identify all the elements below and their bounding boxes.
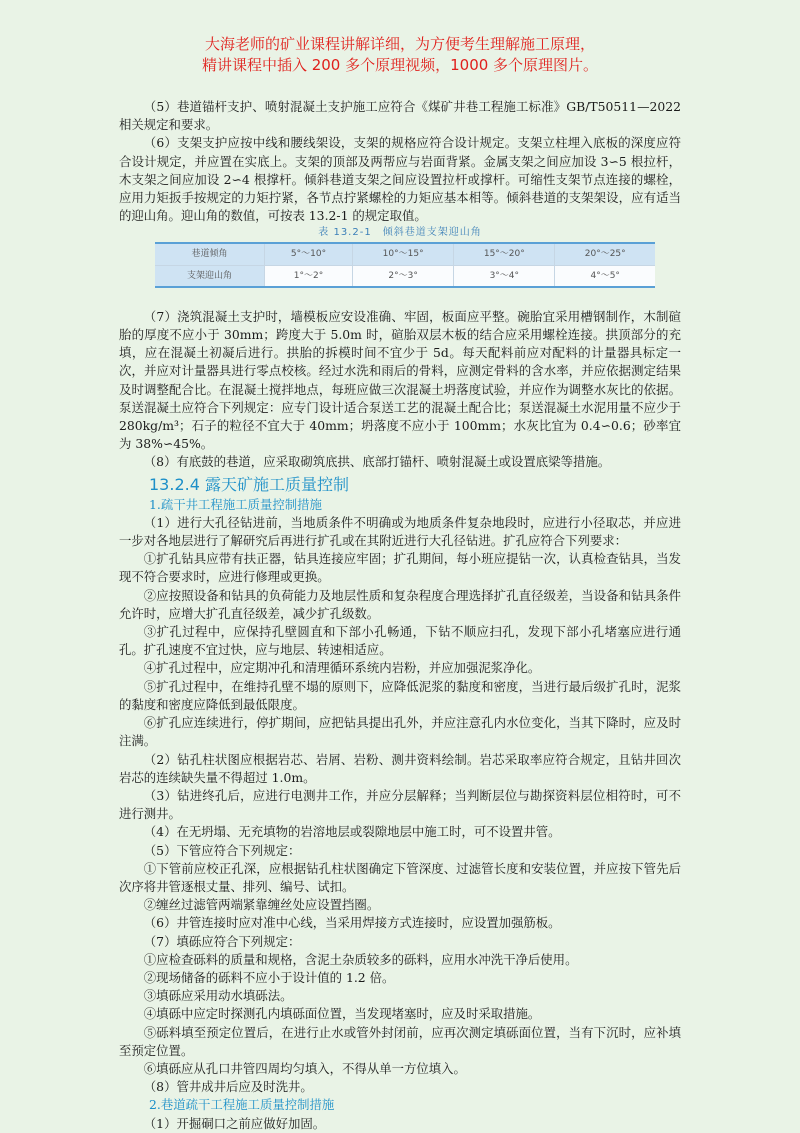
list-item: （5）下管应符合下列规定： [143,842,301,858]
table-cell: 支架迎山角 [155,265,265,287]
list-item: ②现场储备的砾料不应小于设计值的 1.2 倍。 [143,969,395,985]
paragraph: （6）支架支护应按中线和腰线架设，支架的规格应符合设计规定。支架立柱埋入底板的深度应符合设计规定，并应置在实底上。支架的顶部及两帮应与岩面背紧。金属支架之间应加设 3∽5 根拉杆，木支架之间应加设 2∽4 根撑杆。倾斜巷道支架之间应设置拉杆或撑杆。可缩性支架节点连接的螺栓，应用力矩扳手按规定的力矩拧紧，各节点拧紧螺栓的力矩应基本相等。倾斜巷道的支架架设，应有适当的迎山角。迎山角的数值，可按表 13.2-1 的规定取值。 [119,135,681,224]
table-cell: 2°～3° [353,265,454,287]
table-cell: 1°～2° [265,265,353,287]
table-cell: 10°～15° [353,243,454,265]
promo-line-2: 精讲课程中插入 200 多个原理视频，1000 多个原理图片。 [201,56,599,74]
table-cell: 3°～4° [454,265,555,287]
table-row [155,243,655,265]
table-cell: 4°～5° [555,265,655,287]
table-cell: 20°～25° [555,243,655,265]
list-item: ①扩孔钻具应带有扶正器，钻具连接应牢固；扩孔期间，每小班应提钻一次，认真检查钻具，当发现不符合要求时，应进行修理或更换。 [119,551,681,585]
list-item: ③填砾应采用动水填砾法。 [143,988,293,1004]
table-title: 表 13.2-1 倾斜巷道支架迎山角 [318,227,482,239]
list-item: （2）钻孔柱状图应根据岩芯、岩屑、岩粉、测井资料绘制。岩芯采取率应符合规定，且钻井回次岩芯的连续缺失量不得超过 1.0m。 [119,751,681,785]
table-cell: 巷道倾角 [155,243,265,265]
list-item: ④填砾中应定时探测孔内填砾面位置，当发现堵塞时，应及时采取措施。 [143,1006,541,1022]
promo-banner [0,34,800,76]
list-item: ①下管前应校正孔深，应根据钻孔柱状图确定下管深度、过滤管长度和安装位置，并应按下管先后次序将井管逐根丈量、排列、编号、试扣。 [119,860,681,894]
list-item: ②应按照设备和钻具的负荷能力及地层性质和复杂程度合理选择扩孔直径级差，当设备和钻具条件允许时，应增大扩孔直径级差，减少扩孔级数。 [119,587,681,621]
list-item: ②缠丝过滤管两端紧靠缠丝处应设置挡圈。 [143,897,380,913]
table-cell: 15°～20° [454,243,555,265]
paragraph: （5）巷道锚杆支护、喷射混凝土支护施工应符合《煤矿井巷工程施工标准》GB/T50511—2022 相关规定和要求。 [119,99,681,133]
document-body [119,98,681,1133]
list-item: ⑤扩孔过程中，在维持孔壁不塌的原则下，应降低泥浆的黏度和密度，当进行最后级扩孔时，泥浆的黏度和密度应降低到最低限度。 [119,678,681,712]
list-item: （8）管井成井后应及时洗井。 [143,1079,313,1095]
subsection-heading: 1.疏干井工程施工质量控制措施 [149,496,322,512]
section-heading: 13.2.4 露天矿施工质量控制 [149,474,349,494]
list-item: ①应检查砾料的质量和规格，含泥土杂质较多的砾料，应用水冲洗干净后使用。 [143,951,578,967]
table-cell: 5°～10° [265,243,353,265]
list-item: （1）进行大孔径钻进前，当地质条件不明确或为地质条件复杂地段时，应进行小径取芯，并应进一步对各地层进行了解研究后再进行扩孔或在其附近进行大孔径钻进。扩孔应符合下列要求： [119,514,681,549]
promo-line-1: 大海老师的矿业课程讲解详细，为方便考生理解施工原理， [204,35,595,53]
list-item: ⑥填砾应从孔口井管四周均匀填入，不得从单一方位填入。 [143,1060,466,1076]
subsection-heading: 2.巷道疏干工程施工质量控制措施 [149,1097,335,1113]
paragraph: （8）有底鼓的巷道，应采取砌筑底拱、底部打锚杆、喷射混凝土或设置底梁等措施。 [143,454,611,470]
list-item: （7）填砾应符合下列规定： [143,933,301,949]
paragraph: （1）开掘硐口之前应做好加固。 [143,1115,326,1131]
support-angle-table [155,242,655,287]
table-row [155,265,655,287]
list-item: ④扩孔过程中，应定期冲孔和清理循环系统内岩粉，并应加强泥浆净化。 [143,660,541,676]
list-item: （6）井管连接时应对准中心线，当采用焊接方式连接时，应设置加强筋板。 [143,915,561,931]
paragraph: （7）浇筑混凝土支护时，墙模板应安设准确、牢固，板面应平整。碗胎宜采用槽钢制作，木制碹胎的厚度不应小于 30mm；跨度大于 5.0m 时，碹胎双层木板的结合应采用螺栓连接。拱顶部分的充填，应在混凝土初凝后进行。拱胎的拆模时间不宜少于 5d。每天配料前应对配料的计量器具标定一次，并应对计量器具进行零点校核。经过水洗和雨后的骨料，应测定骨料的含水率，并应依据测定结果及时调整配合比。在混凝土搅拌地点，每班应做三次混凝土坍落度试验，并应作为调整水灰比的依据。泵送混凝土应符合下列规定：应专门设计适合泵送工艺的混凝土配合比；泵送混凝土水泥用量不应少于 280kg/m³；石子的粒径不宜大于 40mm；坍落度不应小于 100mm；水灰比宜为 0.4∽0.6；砂率宜为 38%∽45%。 [119,308,681,452]
list-item: （4）在无坍塌、无充填物的岩溶地层或裂隙地层中施工时，可不设置井管。 [143,824,561,840]
list-item: （3）钻进终孔后，应进行电测井工作，并应分层解释；当判断层位与勘探资料层位相符时，可不进行测井。 [119,787,681,822]
list-item: ③扩孔过程中，应保持孔壁圆直和下部小孔畅通，下钻不顺应扫孔，发现下部小孔堵塞应进行通孔。扩孔速度不宜过快，应与地层、转速相适应。 [119,624,681,658]
list-item: ⑤砾料填至预定位置后，在进行止水或管外封闭前，应再次测定填砾面位置，当有下沉时，应补填至预定位置。 [119,1024,681,1058]
list-item: ⑥扩孔应连续进行，停扩期间，应把钻具提出孔外，并应注意孔内水位变化，当其下降时，应及时注满。 [119,715,681,749]
